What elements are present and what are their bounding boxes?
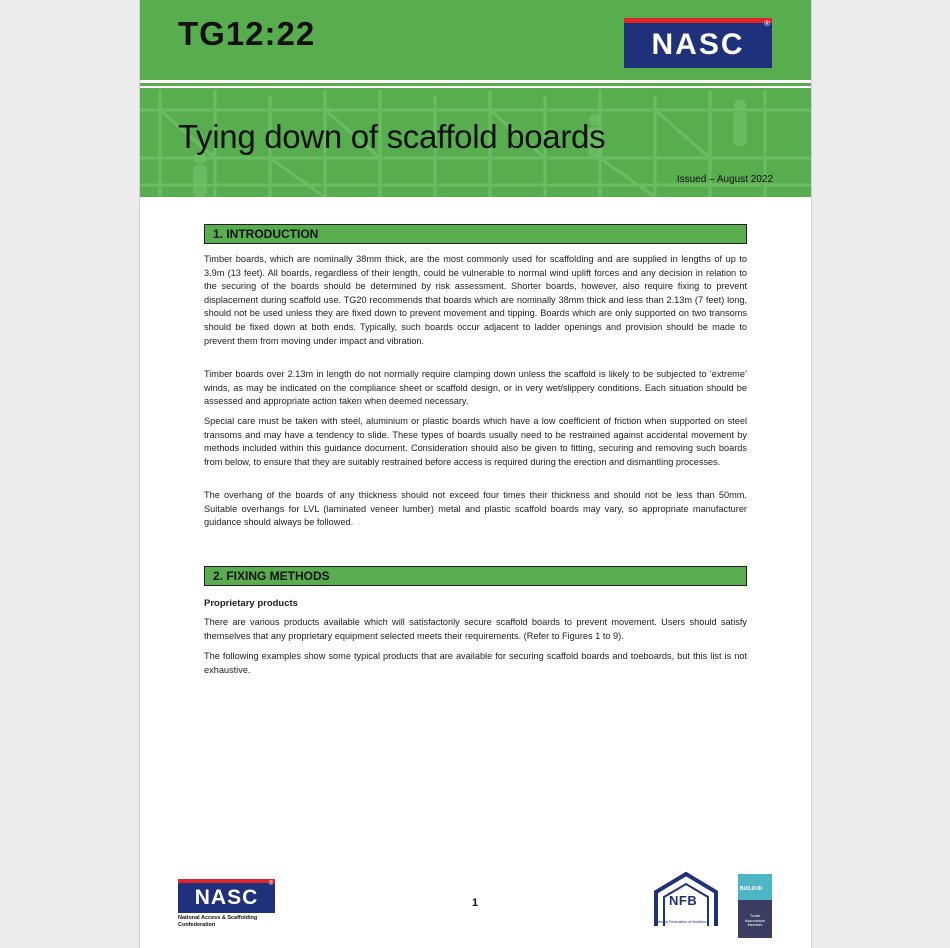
nasc-caption-line: Confederation (178, 921, 216, 928)
builduk-member-line: Association (744, 917, 766, 923)
subheading: Proprietary products (204, 598, 298, 609)
nasc-logo (624, 18, 772, 68)
nfb-caption: National Federation of Builders (654, 920, 707, 924)
document-page (139, 0, 812, 948)
section-heading-introduction: 1. INTRODUCTION (204, 224, 747, 244)
builduk-member-text (738, 914, 772, 928)
document-title: Tying down of scaffold boards (178, 118, 606, 155)
builduk-label: BUILDUK (740, 886, 763, 892)
header-banner (140, 0, 811, 197)
paragraph: The overhang of the boards of any thickness should not exceed four times their thickness and should not be less than 50mm. Suitable overhangs for LVL (laminated veneer lumber) metal and plastic scaffold boards may vary, so appropriate manufacturer guidance should always be followed. (204, 490, 747, 528)
builduk-member-line: Trade (749, 913, 761, 918)
document-code: TG12:22 (178, 15, 316, 52)
paragraph: The following examples show some typical products that are available for securing scaffold boards and toeboards, but this list is not exhaustive. (204, 651, 747, 675)
nasc-logo-text: NASC (651, 28, 745, 61)
issue-date: Issued – August 2022 (676, 174, 773, 185)
section-heading-fixing-methods: 2. FIXING METHODS (204, 566, 747, 586)
builduk-member-badge (738, 874, 772, 938)
footer-nasc-logo (178, 879, 275, 913)
builduk-member-line: Member (747, 922, 763, 928)
nfb-logo-text: NFB (669, 893, 698, 908)
nasc-caption (178, 915, 288, 928)
paragraph: There are various products available which will satisfactorily secure scaffold boards to prevent movement. Users should satisfy themselves that any proprietary equipment selected meets their requirements. (Refer to Figures 1 to 9). (204, 617, 747, 641)
header-divider-line (140, 86, 811, 88)
registered-mark: ® (764, 19, 770, 28)
footer-nasc-logo-text: NASC (194, 886, 259, 909)
page-number: 1 (472, 897, 479, 909)
header-divider-line (140, 80, 811, 83)
paragraph: Special care must be taken with steel, aluminium or plastic boards which have a low coefficient of friction when supported on steel transoms and may have a tendency to slide. These types of boards usually need to be restrained against accidental movement by methods included within this guidance document. Consideration should also be given to fitting, securing and removing such boards from below, to ensure that they are suitably restrained before access is required during the erection and dismantling processes. (204, 416, 747, 467)
nasc-caption-line: National Access & Scaffolding (178, 915, 258, 921)
paragraph: Timber boards, which are nominally 38mm thick, are the most commonly used for scaffolding and are supplied in lengths of up to 3.9m (13 feet). All boards, regardless of their length, could be vulnerable to normal wind uplift forces and any decision in relation to the securing of the boards should be determined by risk assessment. Shorter boards, however, also require fixing to prevent displacement during scaffold use. TG20 recommends that boards which are nominally 38mm thick and less than 2.13m (7 feet) long, should not be used unless they are fixed down to prevent movement and tipping. Boards which are only supported on two transoms should be fixed down at both ends. Typically, such boards occur adjacent to ladder openings and provision should be made to prevent them from moving under impact and vibration. (204, 254, 747, 346)
registered-mark: ® (268, 881, 273, 887)
paragraph: Timber boards over 2.13m in length do not normally require clamping down unless the scaffold is likely to be subjected to ‘extreme’ winds, as may be indicated on the compliance sheet or scaffold design, or in very wet/slippery conditions. Each situation should be assessed and appropriate action taken when deemed necessary. (204, 369, 747, 407)
